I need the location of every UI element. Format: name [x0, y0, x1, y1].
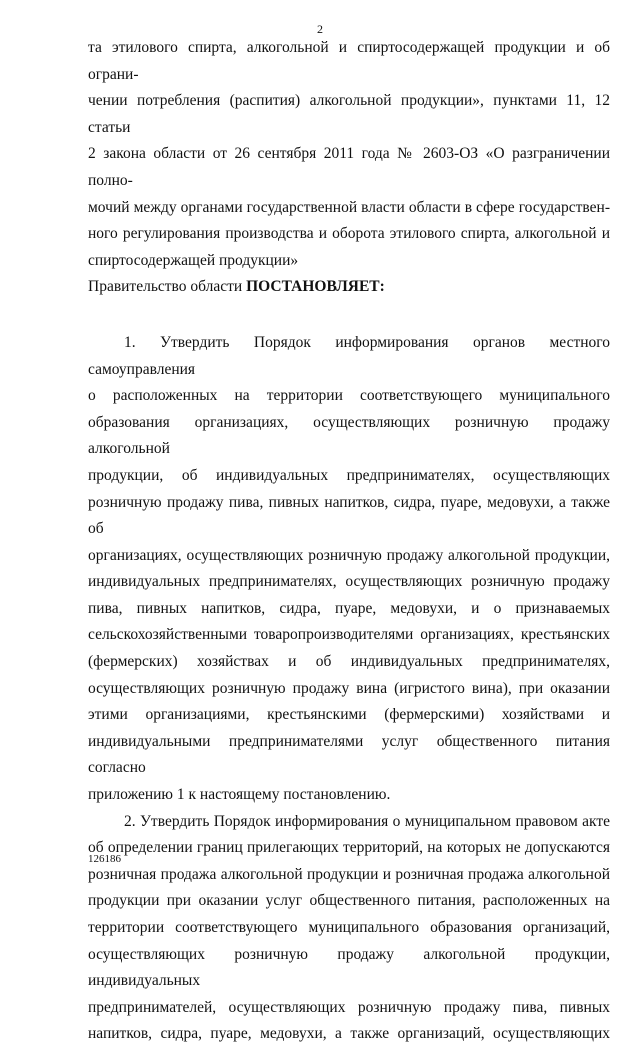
decree-line: [88, 274, 610, 301]
paragraph-item-1: [88, 330, 610, 809]
text-line: территории соответствующего муниципального образования организаций,: [88, 919, 610, 936]
text-line: 2 закона области от 26 сентября 2011 года № 2603-ОЗ «О разграничении полно-: [88, 145, 610, 189]
text-line: предпринимателей, осуществляющих розничную продажу пива, пивных: [88, 998, 610, 1016]
text-line: напитков, сидра, пуаре, медовухи, а также организаций, осуществляющих: [88, 1025, 610, 1043]
text-line: сельскохозяйственными товаропроизводителями организациях, крестьянских: [88, 626, 610, 644]
text-line: 2. Утвердить Порядок информирования о муниципальном правовом акте: [124, 812, 610, 830]
text-line: ного регулирования производства и оборота этилового спирта, алкогольной и: [88, 225, 610, 243]
paragraph-item-2: [88, 809, 610, 1048]
text-line: мочий между органами государственной власти области в сфере государствен-: [88, 198, 610, 216]
text-line: приложению 1 к настоящему постановлению.: [88, 786, 391, 804]
text-line: (фермерских) хозяйствах и об индивидуальных предпринимателях,: [88, 653, 610, 671]
text-line: индивидуальными предпринимателями услуг общественного питания согласно: [88, 732, 610, 777]
text-line: индивидуальных предпринимателях, осуществляющих розничную продажу: [88, 573, 610, 591]
text-line: продукции, об индивидуальных предпринимателях, осуществляющих: [88, 466, 610, 484]
text-line: розничную продажу пива, пивных напитков, сидра, пуаре, медовухи, а также об: [88, 493, 610, 538]
preamble-continuation: [88, 35, 610, 274]
decree-keyword: ПОСТАНОВЛЯЕТ:: [246, 278, 385, 296]
text-line: продукции при оказании услуг общественного питания, расположенных на: [88, 892, 610, 910]
text-line: 1. Утвердить Порядок информирования органов местного самоуправления: [88, 333, 610, 378]
text-line: организациях, осуществляющих розничную продажу алкогольной продукции,: [88, 546, 610, 564]
text-line: о расположенных на территории соответствующего муниципального: [88, 387, 610, 405]
text-line: этими организациями, крестьянскими (фермерскими) хозяйствами и: [88, 706, 610, 724]
page-number: 2: [317, 22, 323, 36]
text-line: образования организациях, осуществляющих розничную продажу алкогольной: [88, 413, 610, 458]
text-line: та этилового спирта, алкогольной и спиртосодержащей продукции и об ограни-: [88, 39, 610, 83]
text-line: чении потребления (распития) алкогольной продукции», пунктами 11, 12 статьи: [88, 92, 610, 136]
document-body: [88, 35, 610, 1048]
decree-prefix: Правительство области: [88, 278, 247, 296]
text-line: спиртосодержащей продукции»: [88, 251, 299, 269]
text-line: об определении границ прилегающих территорий, на которых не допускаются: [88, 839, 610, 857]
text-line: пива, пивных напитков, сидра, пуаре, медовухи, и о признаваемых: [88, 599, 610, 617]
text-line: осуществляющих розничную продажу алкогольной продукции, индивидуальных: [88, 945, 610, 990]
text-line: розничная продажа алкогольной продукции и розничная продажа алкогольной: [88, 865, 610, 883]
document-code: 126186: [88, 853, 121, 865]
text-line: осуществляющих розничную продажу вина (игристого вина), при оказании: [88, 679, 610, 697]
